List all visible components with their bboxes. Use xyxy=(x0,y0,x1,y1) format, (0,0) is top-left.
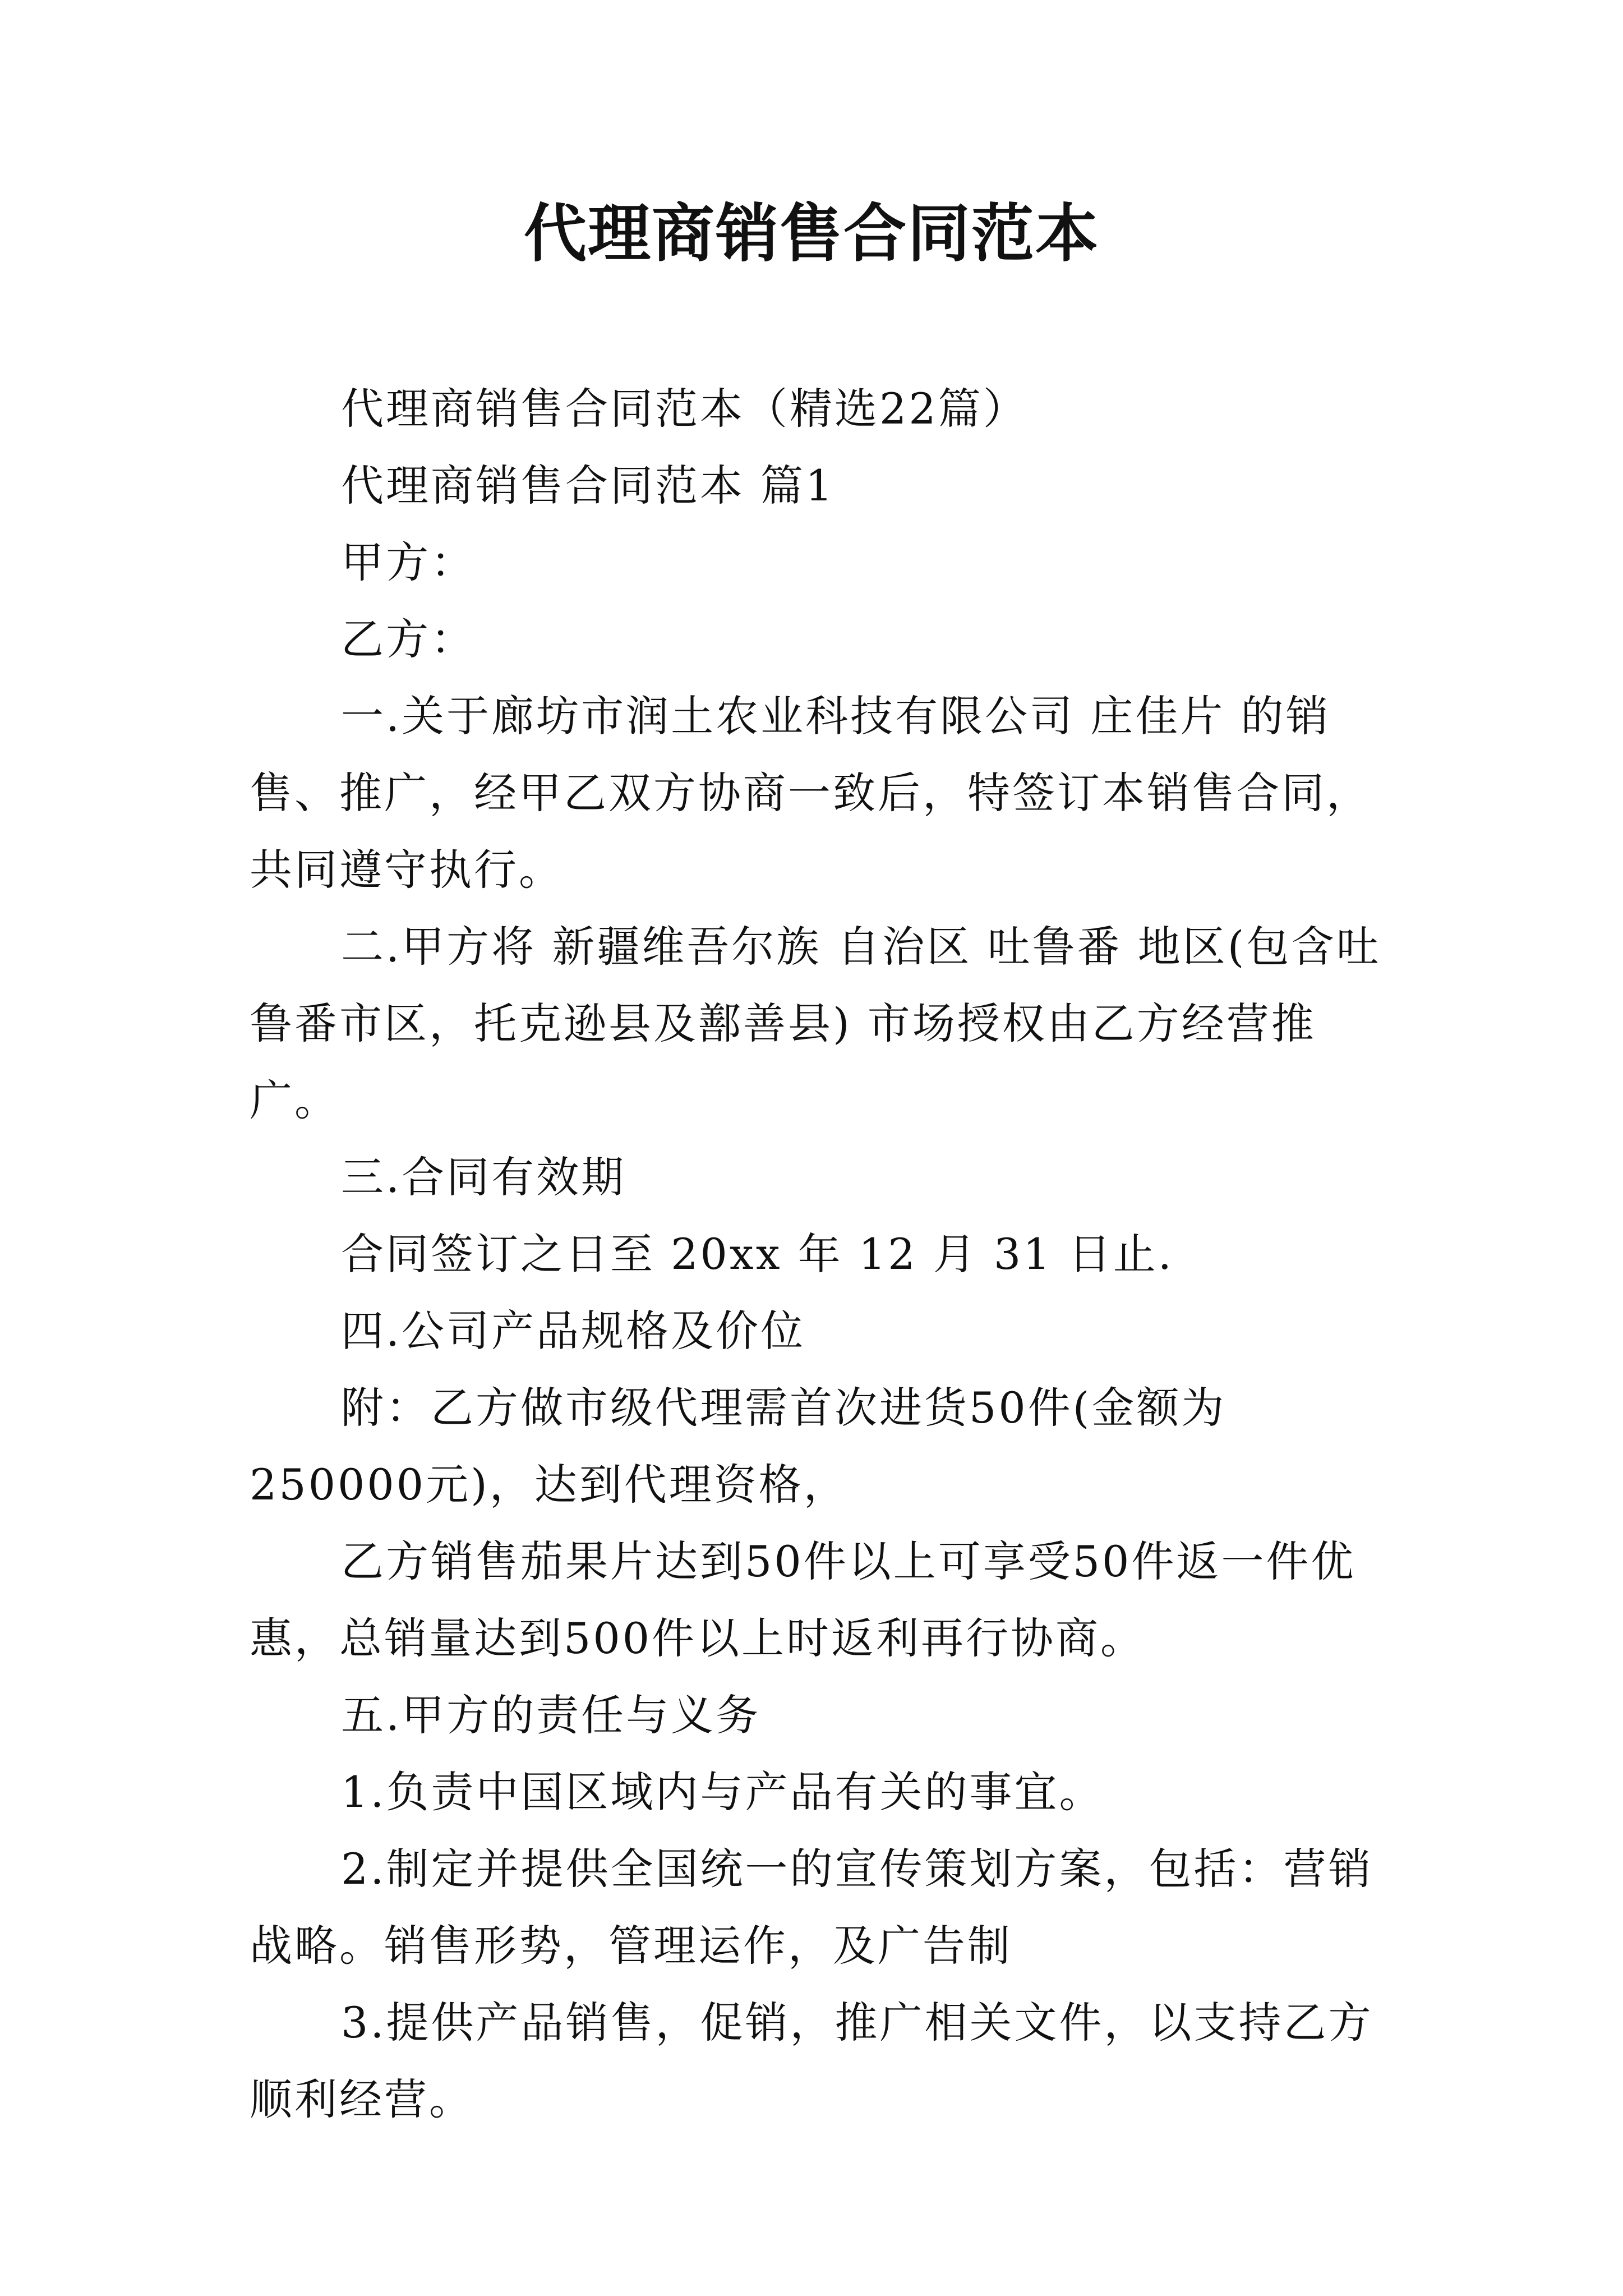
paragraph-clause-2: 二.甲方将 新疆维吾尔族 自治区 吐鲁番 地区(包含吐鲁番市区，托克逊县及鄯善县) 市场授权由乙方经营推广。 xyxy=(250,922,1381,1125)
paragraph-rebate: 乙方销售茄果片达到50件以上可享受50件返一件优惠，总销量达到500件以上时返利再行协商。 xyxy=(250,1536,1356,1663)
paragraph-party-a: 甲方： xyxy=(341,537,476,587)
document-body xyxy=(250,370,1394,2138)
paragraph-clause-4-heading: 四.公司产品规格及价位 xyxy=(341,1306,806,1356)
paragraph-attachment: 附：乙方做市级代理需首次进货50件(金额为250000元)，达到代理资格， xyxy=(250,1383,1227,1510)
paragraph-clause-5-heading: 五.甲方的责任与义务 xyxy=(341,1690,761,1740)
paragraph-subtitle: 代理商销售合同范本（精选22篇） xyxy=(341,384,1028,434)
paragraph-duty-3: 3.提供产品销售，促销，推广相关文件，以支持乙方顺利经营。 xyxy=(250,1998,1373,2124)
paragraph-section-heading: 代理商销售合同范本 篇1 xyxy=(341,461,835,510)
paragraph-duty-1: 1.负责中国区域内与产品有关的事宜。 xyxy=(341,1767,1104,1817)
document-title: 代理商销售合同范本 xyxy=(524,197,1099,270)
paragraph-clause-3-heading: 三.合同有效期 xyxy=(341,1152,626,1202)
paragraph-party-b: 乙方： xyxy=(341,614,476,664)
paragraph-validity: 合同签订之日至 20xx 年 12 月 31 日止. xyxy=(341,1229,1174,1279)
paragraph-clause-1: 一.关于廊坊市润土农业科技有限公司 庄佳片 的销售、推广，经甲乙双方协商一致后，特签订本销售合同，共同遵守执行。 xyxy=(250,691,1371,895)
paragraph-duty-2: 2.制定并提供全国统一的宣传策划方案，包括：营销战略。销售形势，管理运作，及广告制 xyxy=(250,1844,1373,1971)
